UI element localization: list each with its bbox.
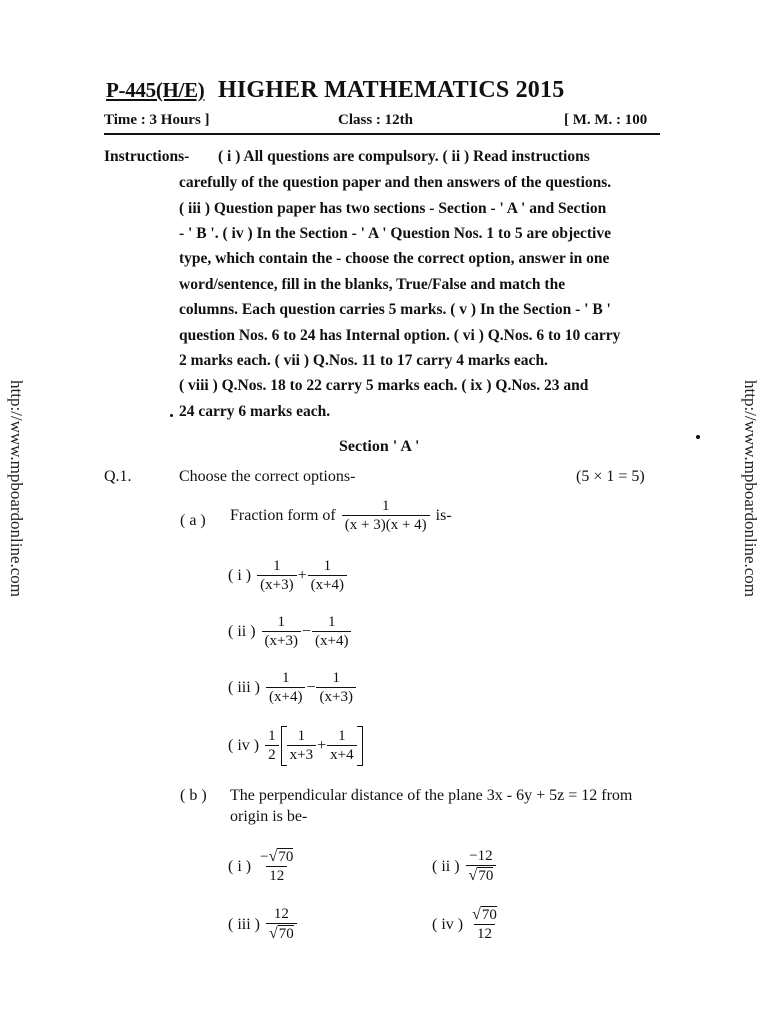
- fraction-denominator: (x+3): [316, 687, 355, 706]
- fraction-numerator: 12: [273, 906, 289, 922]
- instruction-line: - ' B '. ( iv ) In the Section - ' A ' Question Nos. 1 to 5 are objective: [179, 225, 611, 242]
- radicand: 70: [481, 907, 497, 923]
- operator: +: [317, 737, 327, 754]
- fraction-denominator: x+3: [287, 745, 316, 764]
- option-fraction: [262, 614, 301, 650]
- class-label: Class : 12th: [338, 112, 414, 128]
- radicand: 70: [278, 926, 294, 942]
- option-label: ( iii ): [228, 915, 260, 933]
- stem-prefix: Fraction form of: [230, 507, 336, 524]
- subquestion-a-stem: [230, 498, 452, 534]
- max-marks-label: [ M. M. : 100: [564, 112, 648, 128]
- subquestion-label: ( a ): [180, 512, 206, 529]
- fraction-denominator: (x+4): [266, 687, 305, 706]
- option-label: ( ii ): [432, 857, 460, 875]
- option-b-ii: [432, 848, 496, 885]
- option-fraction: [287, 728, 316, 764]
- fraction-numerator: [257, 848, 296, 866]
- fraction-denominator: (x+3): [257, 575, 296, 594]
- option-fraction: [257, 558, 296, 594]
- time-label: Time : 3 Hours ]: [104, 112, 210, 128]
- subquestion-label: ( b ): [180, 787, 207, 804]
- fraction-numerator: 1: [381, 498, 390, 514]
- option-fraction: [469, 906, 500, 943]
- option-fraction: [266, 670, 305, 706]
- operator: −: [302, 623, 312, 640]
- subquestion-b-line2: origin is be-: [230, 808, 308, 825]
- minus-sign: −: [260, 849, 269, 865]
- option-b-i: [228, 848, 296, 885]
- fraction-numerator: 1: [323, 558, 332, 574]
- option-label: ( iv ): [228, 737, 260, 754]
- fraction-numerator: 1: [268, 728, 276, 744]
- option-fraction: [257, 848, 296, 885]
- option-label: ( ii ): [228, 623, 256, 640]
- fraction-denominator: (x+4): [308, 575, 347, 594]
- radicand: 70: [278, 849, 294, 865]
- instruction-line: type, which contain the - choose the correct option, answer in one: [179, 250, 610, 267]
- fraction-denominator: 12: [266, 866, 287, 885]
- watermark-left: http://www.mpboardonline.com: [7, 380, 26, 598]
- instruction-line: 2 marks each. ( vii ) Q.Nos. 11 to 17 carry 4 marks each.: [179, 352, 548, 369]
- option-label: ( i ): [228, 857, 252, 875]
- option-fraction: [327, 728, 356, 764]
- paper-title: HIGHER MATHEMATICS 2015: [218, 77, 565, 103]
- header-rule: [104, 133, 660, 135]
- radicand: 70: [478, 868, 494, 884]
- instruction-line: 24 carry 6 marks each.: [179, 403, 331, 420]
- fraction-denominator: [266, 923, 297, 943]
- speck: [696, 435, 700, 439]
- option-fraction: [316, 670, 355, 706]
- fraction-denominator: (x+3): [262, 631, 301, 650]
- option-a-i: [228, 558, 347, 594]
- speck: [170, 414, 173, 417]
- fraction-denominator: (x+4): [312, 631, 351, 650]
- question-marks: (5 × 1 = 5): [576, 468, 645, 485]
- option-a-iii: [228, 670, 356, 706]
- option-fraction: [466, 848, 497, 885]
- radical-icon: √: [472, 906, 481, 923]
- instruction-line: question Nos. 6 to 24 has Internal option. ( vi ) Q.Nos. 6 to 10 carry: [179, 327, 621, 344]
- fraction-numerator: 1: [328, 614, 336, 630]
- option-fraction: [266, 906, 297, 943]
- section-a-heading: Section ' A ': [339, 438, 420, 455]
- operator: −: [306, 679, 316, 696]
- fraction-numerator: −12: [469, 848, 493, 864]
- instruction-line: ( viii ) Q.Nos. 18 to 22 carry 5 marks each. ( ix ) Q.Nos. 23 and: [179, 377, 589, 394]
- fraction-denominator: 2: [265, 745, 279, 764]
- question-text: Choose the correct options-: [179, 468, 356, 485]
- fraction-numerator: 1: [277, 614, 286, 630]
- option-a-ii: [228, 614, 351, 650]
- option-fraction: [308, 558, 347, 594]
- fraction-numerator: 1: [273, 558, 281, 574]
- radical-icon: √: [269, 925, 278, 942]
- question-number: Q.1.: [104, 468, 132, 485]
- option-fraction: [312, 614, 351, 650]
- option-label: ( iv ): [432, 915, 464, 933]
- stem-fraction: [342, 498, 430, 534]
- fraction-numerator: 1: [281, 670, 290, 686]
- radical-icon: √: [268, 848, 278, 865]
- fraction-denominator: (x + 3)(x + 4): [342, 515, 430, 534]
- instruction-line: ( iii ) Question paper has two sections - Section - ' A ' and Section: [179, 200, 607, 217]
- instruction-line: ( i ) All questions are compulsory. ( ii ) Read instructions: [218, 148, 590, 165]
- fraction-denominator: 12: [474, 924, 495, 943]
- instruction-line: columns. Each question carries 5 marks. ( v ) In the Section - ' B ': [179, 301, 611, 318]
- subquestion-b-line1: The perpendicular distance of the plane 3x - 6y + 5z = 12 from: [230, 787, 633, 804]
- coefficient-fraction: [265, 728, 279, 764]
- fraction-numerator: 1: [338, 728, 346, 744]
- paper-code: P-445(H/E): [106, 78, 205, 102]
- instructions-label: Instructions-: [104, 148, 190, 165]
- watermark-right: http://www.mpboardonline.com: [741, 380, 760, 598]
- instruction-line: carefully of the question paper and then answers of the questions.: [179, 174, 612, 191]
- fraction-denominator: [466, 865, 497, 885]
- option-b-iv: [432, 906, 500, 943]
- fraction-numerator: 1: [332, 670, 340, 686]
- right-bracket: [357, 726, 363, 766]
- radical-icon: √: [468, 867, 478, 884]
- option-label: ( i ): [228, 567, 252, 584]
- fraction-numerator: 1: [297, 728, 306, 744]
- option-a-iv: [228, 726, 363, 766]
- fraction-numerator: [469, 906, 500, 924]
- operator: +: [297, 567, 307, 584]
- option-label: ( iii ): [228, 679, 260, 696]
- option-b-iii: [228, 906, 297, 943]
- instruction-line: word/sentence, fill in the blanks, True/False and match the: [179, 276, 566, 293]
- stem-suffix: is-: [435, 507, 452, 524]
- fraction-denominator: x+4: [327, 745, 356, 764]
